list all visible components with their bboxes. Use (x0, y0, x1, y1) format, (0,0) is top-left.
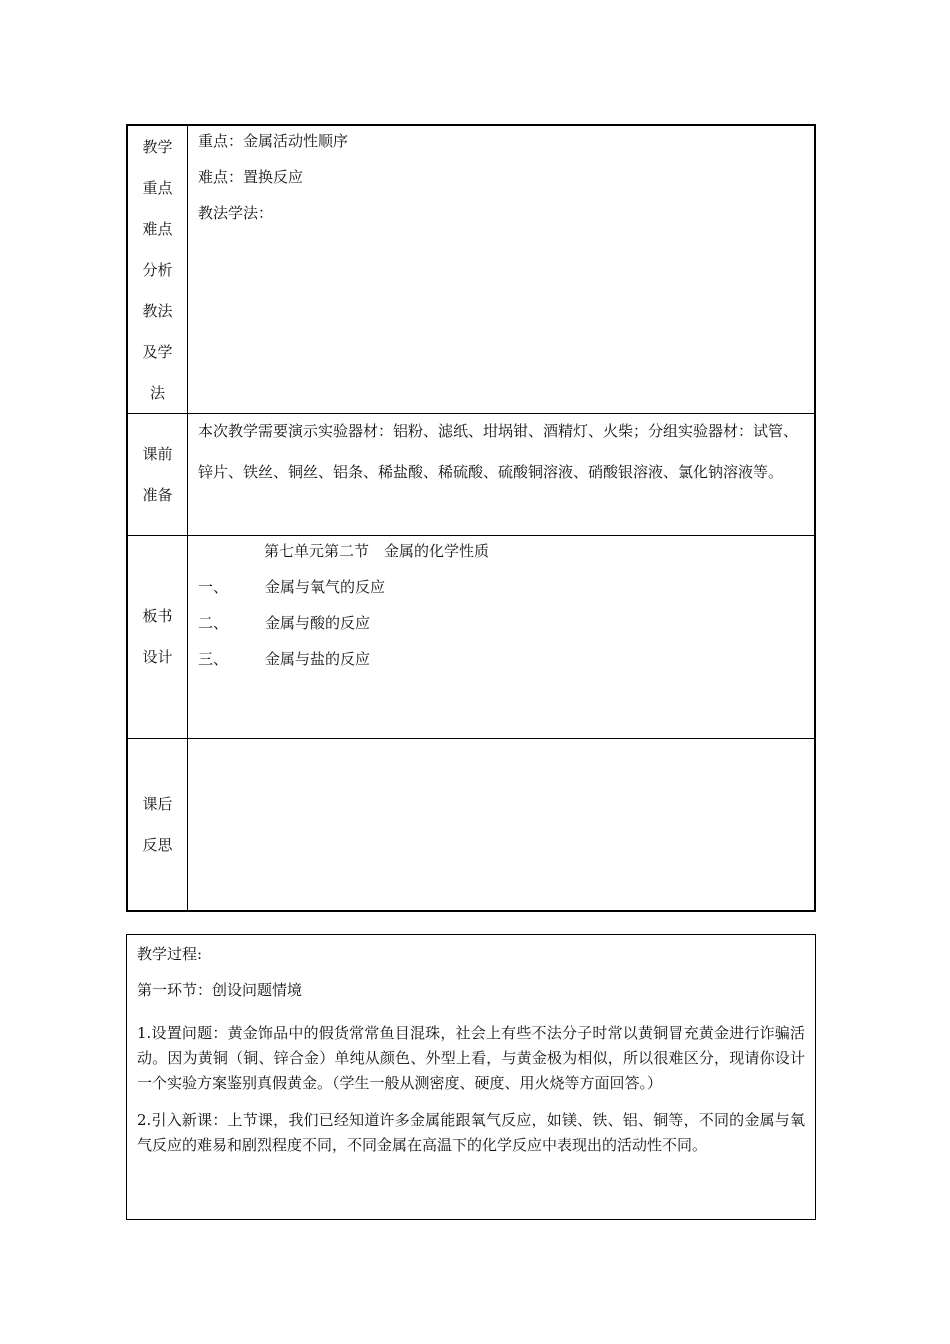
label-line: 准备 (142, 485, 173, 504)
label-line: 教学 (142, 138, 173, 156)
row-content (188, 126, 814, 413)
label-line: 重点 (142, 179, 173, 197)
label-line: 课后 (142, 794, 173, 813)
row-content (188, 739, 814, 910)
key-point-line: 重点：金属活动性顺序 (198, 132, 349, 150)
process-heading: 教学过程: (137, 945, 203, 963)
label-line: 教法 (142, 302, 173, 320)
label-line: 分析 (142, 261, 173, 279)
row-label (128, 739, 188, 910)
label-line: 设计 (142, 648, 173, 666)
label-line: 课前 (142, 444, 173, 463)
row-label (128, 126, 188, 413)
row-content (188, 414, 814, 535)
row-label (128, 536, 188, 738)
label-line: 法 (149, 384, 165, 402)
row-key-points (128, 126, 814, 413)
item-number: 一、 (198, 578, 229, 596)
row-label (128, 414, 188, 535)
row-board-design (128, 535, 814, 738)
board-item (198, 605, 804, 641)
item-text: 金属与酸的反应 (265, 614, 371, 632)
label-line: 反思 (142, 835, 173, 854)
label-line: 板书 (142, 607, 173, 625)
section-title: 第一环节：创设问题情境 (137, 981, 303, 999)
method-line: 教法学法： (198, 204, 274, 222)
difficulty-line: 难点：置换反应 (198, 168, 304, 186)
process-paragraph: 1.设置问题：黄金饰品中的假货常常鱼目混珠，社会上有些不法分子时常以黄铜冒充黄金进行诈骗活动。因为黄铜（铜、锌合金）单纯从颜色、外型上看，与黄金极为相似，所以很难区分，现请你设计一个实验方案鉴别真假黄金。（学生一般从测密度、硬度、用火烧等方面回答。） (137, 1024, 805, 1092)
item-text: 金属与氧气的反应 (265, 578, 386, 596)
row-reflection (128, 738, 814, 910)
row-content (188, 536, 814, 738)
board-item (198, 641, 804, 677)
item-number: 三、 (198, 650, 229, 668)
label-line: 难点 (142, 220, 173, 238)
lesson-plan-table (126, 124, 816, 912)
item-text: 金属与盐的反应 (265, 650, 371, 668)
preparation-text: 本次教学需要演示实验器材：铝粉、滤纸、坩埚钳、酒精灯、火柴；分组实验器材：试管、锌片、铁丝、铜丝、铝条、稀盐酸、稀硫酸、硫酸铜溶液、硝酸银溶液、氯化钠溶液等。 (198, 422, 799, 481)
board-title: 第七单元第二节 金属的化学性质 (264, 542, 490, 560)
board-item (198, 569, 804, 605)
process-paragraph: 2.引入新课：上节课，我们已经知道许多金属能跟氧气反应，如镁、铁、铝、铜等，不同的金属与氧气反应的难易和剧烈程度不同，不同金属在高温下的化学反应中表现出的活动性不同。 (137, 1111, 805, 1154)
label-line: 及学 (142, 343, 173, 361)
teaching-process-box (126, 934, 816, 1220)
item-number: 二、 (198, 614, 229, 632)
row-preparation (128, 413, 814, 535)
